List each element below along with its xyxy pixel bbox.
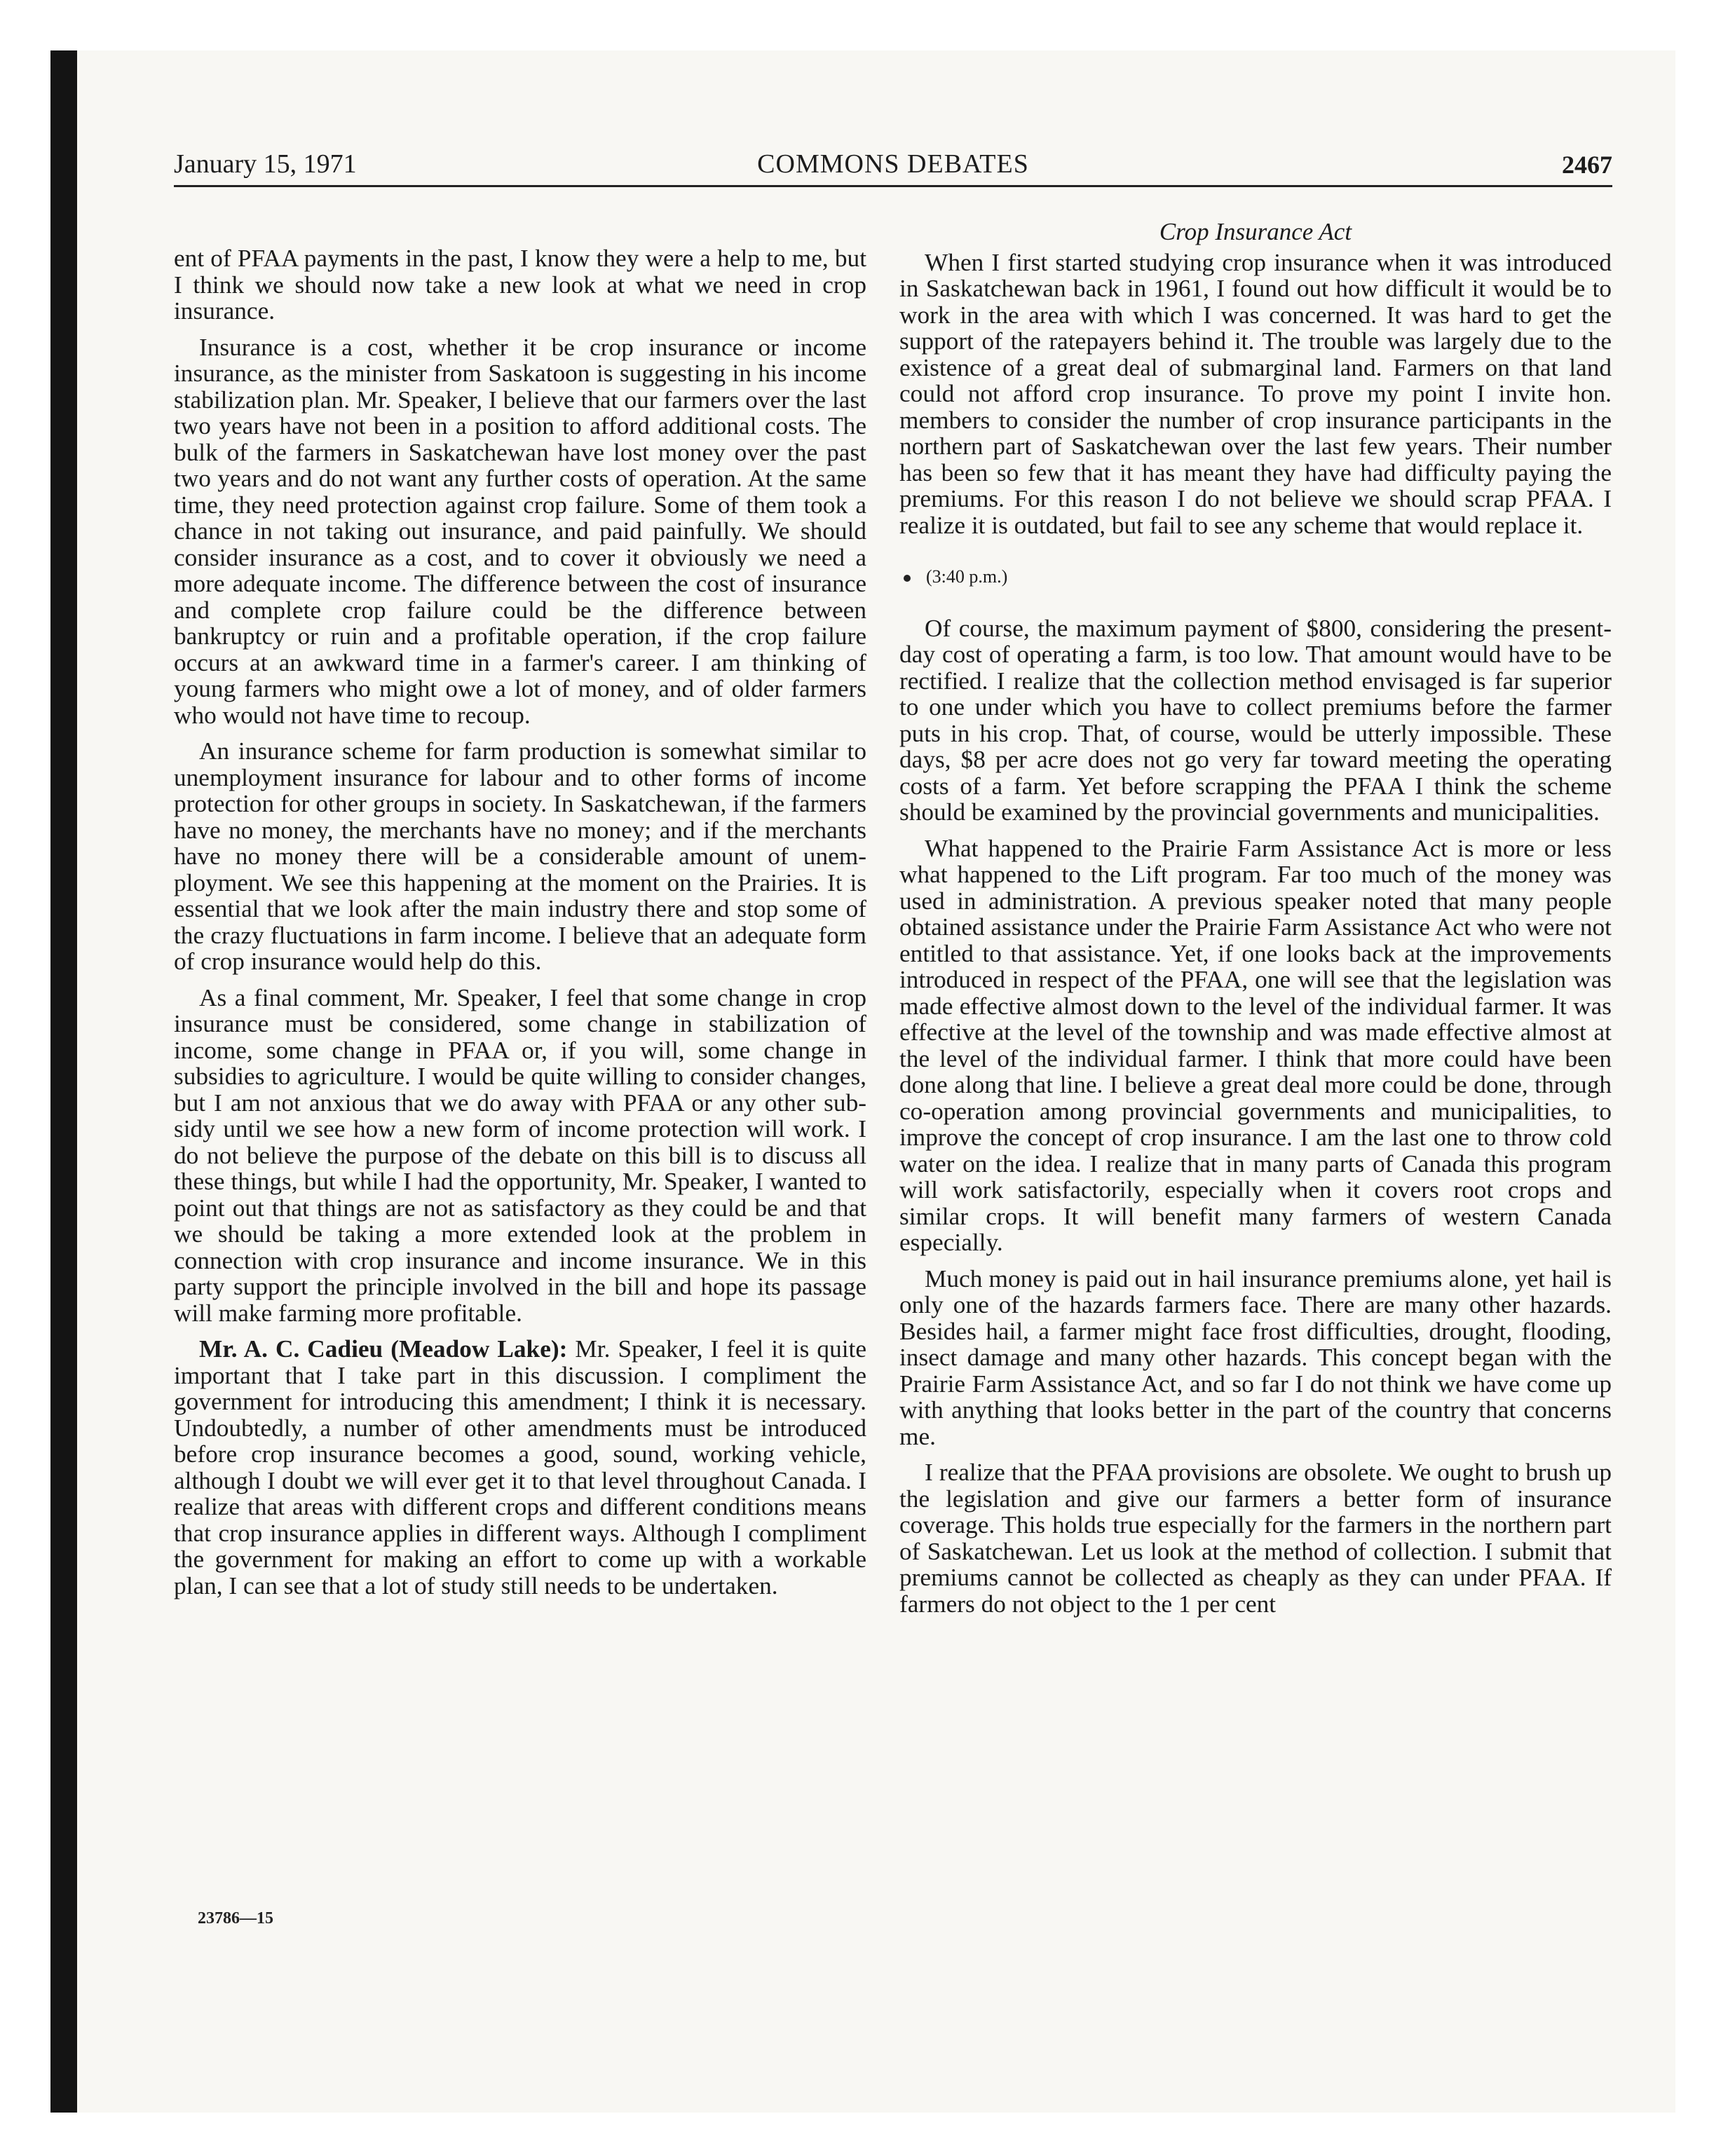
paragraph: An insurance scheme for farm production is somewhat similar to unemployment insurance for labour and to other forms of income protection for other groups in society. In Saskatchewan, if the farmers have no money, the merchants have no money; and if the merchants have no money there will be a considerable amount of unemployment. We see this happening at the moment on the Prairies. It is essential that we look after the main industry there and stop some of the crazy fluctuations in farm income. I believe that an adequate form of crop insurance would help do this. — [174, 737, 866, 975]
header-date: January 15, 1971 — [174, 149, 357, 179]
paragraph: I realize that the PFAA provisions are obsolete. We ought to brush up the legislation and give our farmers a better form of insurance coverage. This holds true especially for the farmers in the northern part of Saskatchewan. Let us look at the method of collection. I submit that premiums cannot be collected as cheaply as they can under PFAA. If farmers do not object to the 1 per cent — [899, 1459, 1612, 1618]
paragraph: Of course, the maximum payment of $800, considering the present-day cost of operating a farm, is too low. That amount would have to be rectified. I realize that the collection method envisaged is far superior to one under which you have to collect premiums before the farmer puts in his crop. That, of course, would be utterly impossible. These days, $8 per acre does not go very far toward meeting the operating costs of a farm. Yet before scrapping the PFAA I think the scheme should be examined by the provincial governments and municipalities. — [899, 614, 1612, 826]
speaker-name: Mr. A. C. Cadieu (Meadow Lake): — [199, 1335, 568, 1363]
paragraph: As a final comment, Mr. Speaker, I feel that some change in crop insurance must be considered, some change in stabilization of income, some change in PFAA or, if you will, some change in subsidies to agriculture. I would be quite willing to consider changes, but I am not anxious that we do away with PFAA or any other subsidy until we see how a new form of income protection will work. I do not believe the purpose of the debate on this bill is to discuss all these things, but while I had the opportunity, Mr. Speaker, I wanted to point out that things are not as satisfactory as they could be and that we should be taking a more extended look at the problem in connection with crop insurance and income insurance. We in this party support the principle involved in the bill and hope its passage will make farming more profitable. — [174, 983, 866, 1327]
bullet-icon — [904, 575, 911, 582]
paragraph: When I first started studying crop insurance when it was introduced in Saskatchewan back in 1961, I found out how difficult it would be to work in the area with which I was concerned. It was hard to get the support of the ratepayers behind it. The trouble was largely due to the existence of a great deal of submarginal land. Farmers on that land could not afford crop insurance. To prove my point I invite hon. members to consider the number of crop insurance participants in the northern part of Saskatchewan over the last few years. Their number has been so few that it has meant they have had difficulty paying the premiums. For this reason I do not believe we should scrap PFAA. I realize it is outdated, but fail to see any scheme that would replace it. — [899, 248, 1612, 539]
speaker-text: Mr. Speaker, I feel it is quite important that I take part in this discussion. I compliment the government for introducing this amendment; I think it is necessary. Undoubtedly, a number of other amendments must be introduced before crop insurance becomes a good, sound, working vehicle, although I doubt we will ever get it to that level throughout Canada. I realize that areas with different crops and different conditions means that crop insurance applies in different ways. Although I compliment the government for making an effort to come up with a workable plan, I can see that a lot of study still needs to be undertaken. — [174, 1335, 867, 1599]
speaker-paragraph — [174, 1336, 866, 1599]
paragraph: Much money is paid out in hail insurance premiums alone, yet hail is only one of the hazards farmers face. There are many other hazards. Besides hail, a farmer might face frost difficulties, drought, flooding, insect damage and many other hazards. This concept began with the Prairie Farm Assistance Act, and so far I do not think we have come up with anything that looks better in the part of the country that concerns me. — [899, 1264, 1612, 1450]
running-title: Crop Insurance Act — [1159, 218, 1352, 245]
timestamp — [904, 564, 1612, 590]
right-column — [899, 219, 1612, 1627]
header-title: COMMONS DEBATES — [757, 149, 1029, 179]
paragraph: Insurance is a cost, whether it be crop insurance or income insurance, as the minister from Saskatoon is suggesting in his income stabilization plan. Mr. Speaker, I believe that our farmers over the last two years have not been in a position to afford additional costs. The bulk of the farmers in Saskatchewan have lost money over the past two years and do not want any further costs of operation. At the same time, they need protection against crop failure. Some of them took a chance in not taking out insurance, and paid painfully. We should consider insurance as a cost, and to cover it obviously we need a more adequate income. The difference between the cost of insurance and complete crop failure could be the difference between bankruptcy or ruin and a profitable operation, if the crop failure occurs at an awkward time in a farmer's career. I am thinking of young farmers who might owe a lot of money, and of older farmers who would not have time to recoup. — [174, 333, 866, 729]
left-column — [174, 245, 866, 1609]
scan-edge-bar — [50, 50, 77, 2113]
page-header — [174, 149, 1612, 185]
footer-code: 23786—15 — [198, 1909, 273, 1928]
header-page-number: 2467 — [1562, 151, 1612, 179]
timestamp-text: (3:40 p.m.) — [926, 566, 1008, 587]
paragraph: ent of PFAA payments in the past, I know they were a help to me, but I think we should now take a new look at what we need in crop insurance. — [174, 245, 866, 325]
paragraph: What happened to the Prairie Farm Assistance Act is more or less what happened to the Lift program. Far too much of the money was used in administration. A previous speaker noted that many people obtained assistance under the Prairie Farm Assistance Act who were not entitled to that assistance. Yet, if one looks back at the improvements introduced in respect of the PFAA, one will see that the legislation was made effective almost down to the level of the individual farmer. It was effective at the level of the township and was made effective almost at the level of the individual farmer. I think that more could have been done along that line. I believe a great deal more could be done, through co-operation among provincial governments and municipalities, to improve the concept of crop insurance. I am the last one to throw cold water on the idea. I realize that in many parts of Canada this program will work satisfactorily, especially when it covers root crops and similar crops. It will benefit many farmers of western Canada especially. — [899, 834, 1612, 1256]
header-rule — [174, 185, 1612, 187]
